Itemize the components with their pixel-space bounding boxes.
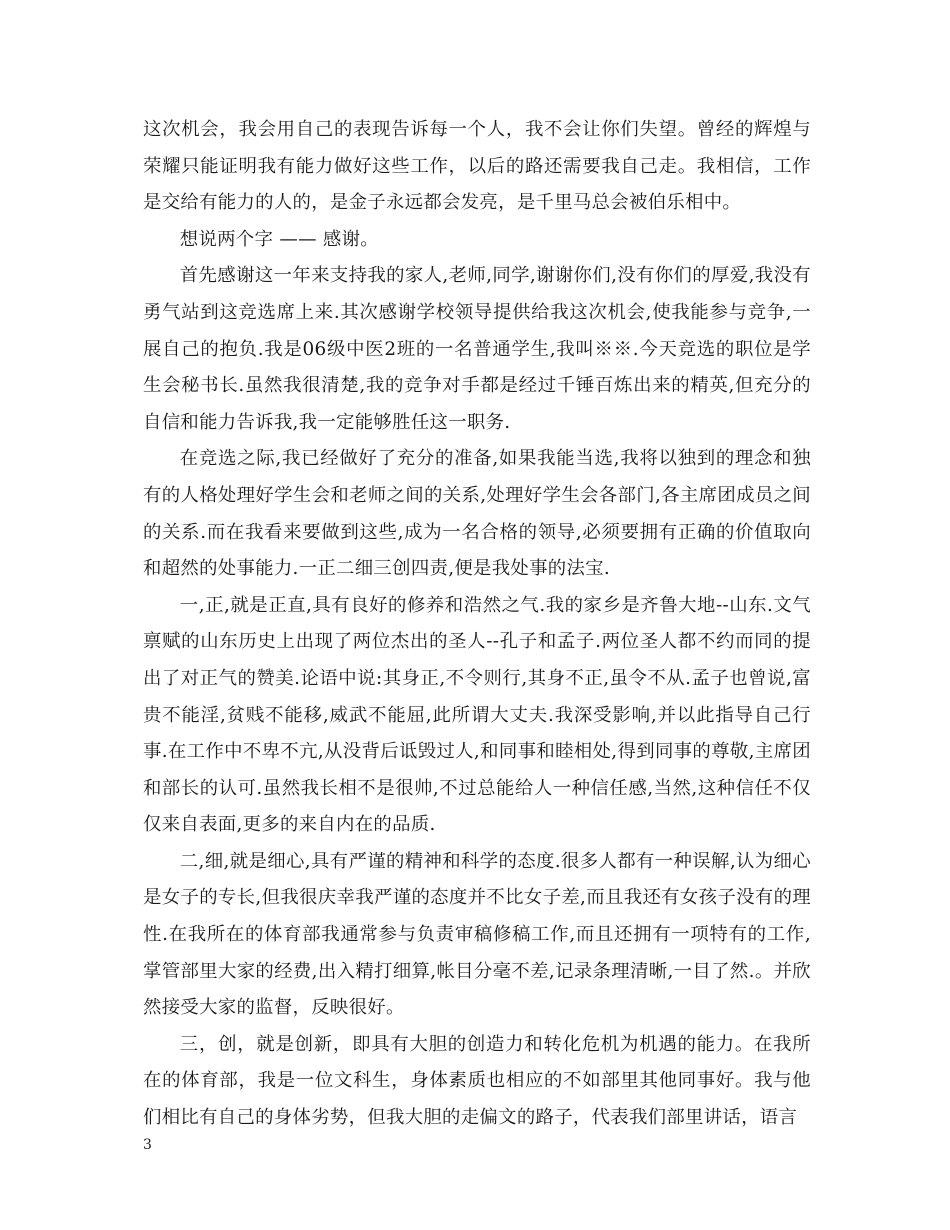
paragraph-gratitude: 首先感谢这一年来支持我的家人,老师,同学,谢谢你们,没有你们的厚爱,我没有勇气站到这竞选席上来.其次感谢学校领导提供给我这次机会,使我能参与竞争,一展自己的抱负.我是06级中医2班的一名普通学生,我叫※※.今天竞选的职位是学生会秘书长.虽然我很清楚,我的竞争对手都是经过千锤百炼出来的精英,但充分的自信和能力告诉我,我一定能够胜任这一职务. [143,265,811,433]
body-text [143,112,811,1137]
paragraph-continued: 这次机会，我会用自己的表现告诉每一个人，我不会让你们失望。曾经的辉煌与荣耀只能证明我有能力做好这些工作，以后的路还需要我自己走。我相信，工作是交给有能力的人的，是金子永远都会发亮，是千里马总会被伯乐相中。 [143,119,811,214]
paragraph-carefulness: 二,细,就是细心,具有严谨的精神和科学的态度.很多人都有一种误解,认为细心是女子的专长,但我很庆幸我严谨的态度并不比女子差,而且我还有女孩子没有的理性.在我所在的体育部我通常参与负责审稿修稿工作,而且还拥有一项特有的工作,掌管部里大家的经费,出入精打细算,帐目分毫不差,记录条理清晰,一目了然.。并欣然接受大家的监督，反映很好。 [143,850,811,1019]
paragraph-innovation: 三，创，就是创新，即具有大胆的创造力和转化危机为机遇的能力。在我所在的体育部，我是一位文科生，身体素质也相应的不如部里其他同事好。我与他们相比有自己的身体劣势，但我大胆的走偏文的路子，代表我们部里讲话，语言 [143,1033,811,1129]
paragraph-integrity: 一,正,就是正直,具有良好的修养和浩然之气.我的家乡是齐鲁大地--山东.文气禀赋的山东历史上出现了两位杰出的圣人--孔子和孟子.两位圣人都不约而同的提出了对正气的赞美.论语中说:其身正,不令则行,其身不正,虽令不从.孟子也曾说,富贵不能淫,贫贱不能移,威武不能屈,此所谓大丈夫.我深受影响,并以此指导自己行事.在工作中不卑不亢,从没背后诋毁过人,和同事和睦相处,得到同事的尊敬,主席团和部长的认可.虽然我长相不是很帅,不过总能给人一种信任感,当然,这种信任不仅仅来自表面,更多的来自内在的品质. [143,594,811,836]
page-number: 3 [143,1137,152,1153]
paragraph-preparation: 在竞选之际,我已经做好了充分的准备,如果我能当选,我将以独到的理念和独有的人格处理好学生会和老师之间的关系,处理好学生会各部门,各主席团成员之间的关系.而在我看来要做到这些,成为一名合格的领导,必须要拥有正确的价值取向和超然的处事能力.一正二细三创四责,便是我处事的法宝. [143,448,811,580]
paragraph-thanks-heading: 想说两个字 —— 感谢。 [179,228,379,250]
